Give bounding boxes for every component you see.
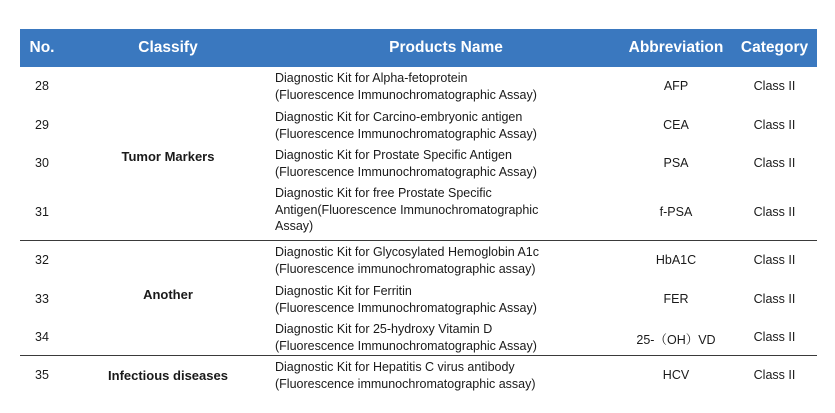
abbreviation: f-PSA	[659, 205, 693, 219]
product-line: (Fluorescence Immunochromatographic Assay)	[275, 300, 537, 315]
abbreviation: 25-（OH）VD	[636, 333, 716, 347]
row-number: 30	[35, 156, 49, 170]
abbreviation: AFP	[663, 79, 689, 93]
abbreviation: PSA	[663, 156, 689, 170]
abbreviation: HbA1C	[655, 253, 697, 267]
product-name	[275, 147, 593, 180]
product-line: (Fluorescence Immunochromatographic Assay)	[275, 126, 537, 141]
product-line: Diagnostic Kit for 25-hydroxy Vitamin D	[275, 322, 493, 336]
category: Class II	[753, 156, 796, 170]
row-number: 35	[35, 368, 49, 382]
product-line: Assay)	[275, 219, 314, 233]
category: Class II	[753, 253, 796, 267]
category: Class II	[753, 292, 796, 306]
product-name	[275, 283, 593, 316]
product-line: Diagnostic Kit for Glycosylated Hemoglobin A1c	[275, 245, 540, 259]
table-row	[20, 181, 817, 239]
header-no: No.	[29, 39, 55, 56]
abbreviation: FER	[663, 292, 689, 306]
header-classify: Classify	[138, 39, 198, 56]
header-category: Category	[740, 39, 809, 56]
product-line: (Fluorescence immunochromatographic assay)	[275, 261, 536, 276]
product-line: Antigen(Fluorescence Immunochromatographic	[275, 202, 539, 217]
abbreviation: CEA	[663, 118, 689, 132]
product-line: Diagnostic Kit for Ferritin	[275, 284, 412, 298]
table-row	[20, 105, 817, 143]
table-row	[20, 67, 817, 105]
product-line: (Fluorescence Immunochromatographic Assay)	[275, 87, 537, 102]
row-number: 34	[35, 330, 49, 344]
product-line: (Fluorescence Immunochromatographic Assay)	[275, 338, 537, 353]
header-abbreviation: Abbreviation	[628, 39, 724, 56]
classify-group-infectious-diseases: Infectious diseases	[108, 368, 228, 383]
product-name	[275, 185, 593, 235]
category: Class II	[753, 118, 796, 132]
product-name	[275, 70, 593, 103]
category: Class II	[753, 368, 796, 382]
product-name	[275, 244, 593, 277]
product-line: Diagnostic Kit for Prostate Specific Antigen	[275, 148, 512, 162]
table-row	[20, 241, 817, 279]
row-number: 31	[35, 205, 49, 219]
product-line: Diagnostic Kit for Hepatitis C virus antibody	[275, 360, 515, 374]
table-header	[20, 29, 817, 67]
product-name	[275, 321, 593, 354]
row-number: 32	[35, 253, 49, 267]
abbreviation: HCV	[662, 368, 690, 382]
classify-group-another: Another	[143, 287, 193, 302]
product-line: (Fluorescence immunochromatographic assay)	[275, 376, 536, 391]
row-number: 33	[35, 292, 49, 306]
category: Class II	[753, 205, 796, 219]
category: Class II	[753, 79, 796, 93]
row-number: 28	[35, 79, 49, 93]
table-row	[20, 317, 817, 355]
products-table	[20, 29, 817, 391]
product-line: Diagnostic Kit for Alpha-fetoprotein	[275, 71, 468, 85]
header-products-name: Products Name	[389, 39, 503, 56]
classify-group-tumor-markers: Tumor Markers	[121, 149, 215, 164]
category: Class II	[753, 330, 796, 344]
product-line: Diagnostic Kit for free Prostate Specific	[275, 186, 492, 200]
product-line: (Fluorescence Immunochromatographic Assay)	[275, 164, 537, 179]
product-name	[275, 359, 593, 392]
product-line: Diagnostic Kit for Carcino-embryonic antigen	[275, 110, 523, 124]
product-name	[275, 109, 593, 142]
row-number: 29	[35, 118, 49, 132]
